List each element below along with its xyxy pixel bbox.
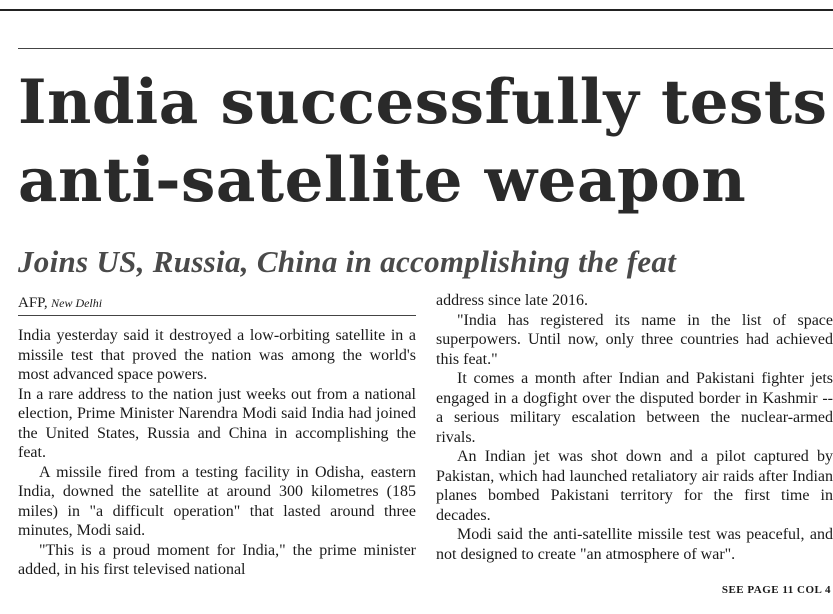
article-column-left — [18, 326, 416, 580]
byline-place: New Delhi — [51, 296, 103, 310]
continuation-jump-line: SEE PAGE 11 COL 4 — [721, 584, 831, 596]
headline-top-rule — [18, 48, 833, 49]
paragraph: India yesterday said it destroyed a low-orbiting satellite in a missile test that proved the nation was among the world's most advanced space powers. — [18, 327, 416, 383]
paragraph: "India has registered its name in the list of space superpowers. Until now, only three countries had achieved this feat." — [436, 311, 833, 368]
headline-line-1: India successfully tests — [18, 67, 828, 138]
paragraph: An Indian jet was shot down and a pilot captured by Pakistan, which had launched retaliatory air raids after Indian planes bombed Pakistani territory for the first time in decades. — [436, 448, 833, 524]
subheadline: Joins US, Russia, China in accomplishing the feat — [18, 244, 677, 279]
paragraph: "This is a proud moment for India," the prime minister added, in his first televised national — [18, 541, 416, 578]
byline-agency: AFP, — [18, 295, 48, 311]
paragraph: A missile fired from a testing facility in Odisha, eastern India, downed the satellite at around 300 kilometres (185 miles) in "a difficult operation" that lasted around three minutes, Modi said. — [18, 463, 416, 539]
byline-rule — [18, 315, 416, 316]
headline — [18, 64, 833, 220]
article-column-right — [436, 291, 833, 564]
paragraph: It comes a month after Indian and Pakistani fighter jets engaged in a dogfight over the disputed border in Kashmir -- a serious military escalation between the nuclear-armed rivals. — [436, 370, 833, 446]
top-border-rule — [0, 9, 833, 11]
paragraph: In a rare address to the nation just weeks out from a national election, Prime Minister Narendra Modi said India had joined the United States, Russia and China in accomplishing the feat. — [18, 385, 416, 461]
headline-line-2: anti-satellite weapon — [18, 145, 747, 216]
paragraph: address since late 2016. — [436, 292, 588, 309]
paragraph: Modi said the anti-satellite missile test was peaceful, and not designed to create "an atmosphere of war". — [436, 526, 833, 563]
byline — [18, 294, 102, 313]
